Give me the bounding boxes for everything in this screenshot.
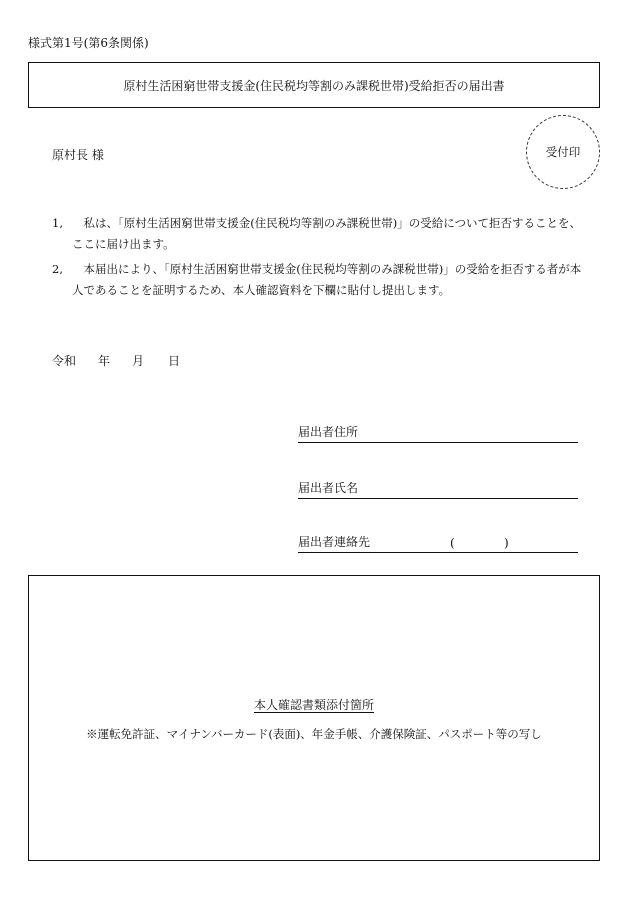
stamp-label: 受付印 [545,145,581,159]
statement-text: 私は、「原村生活困窮世帯支援金(住民税均等割のみ課税世帯)」の受給について拒否することを、ここに届け出ます。 [72,216,581,251]
address-field[interactable] [298,424,578,443]
statement-number: 1, [52,216,63,230]
statement-text: 本届出により、「原村生活困窮世帯支援金(住民税均等割のみ課税世帯)」の受給を拒否する者が本人であることを証明するため、本人確認資料を下欄に貼付し提出します。 [72,262,582,297]
attachment-heading-row [29,696,599,713]
date-year: 年 [98,354,111,368]
reception-stamp-circle [526,115,600,189]
date-month: 月 [132,354,145,368]
paren-close: ) [504,536,509,550]
contact-label: 届出者連絡先 [298,535,371,549]
statement-number: 2, [52,262,63,276]
date-era: 令和 [52,354,77,368]
attachment-box [28,575,600,861]
attachment-note: ※運転免許証、マイナンバーカード(表面)、年金手帳、介護保険証、パスポート等の写し [86,727,542,741]
recipient: 原村長 様 [52,148,104,162]
title-box [28,62,600,108]
paren-open: ( [450,536,455,550]
document-title: 原村生活困窮世帯支援金(住民税均等割のみ課税世帯)受給拒否の届出書 [123,78,505,93]
contact-field[interactable] [298,534,578,553]
attachment-heading: 本人確認書類添付箇所 [253,698,374,712]
date-day: 日 [168,354,181,368]
address-label: 届出者住所 [298,425,359,439]
name-label: 届出者氏名 [298,481,359,495]
date-line [52,352,180,369]
name-field[interactable] [298,480,578,499]
form-number: 様式第1号(第6条関係) [28,36,149,50]
